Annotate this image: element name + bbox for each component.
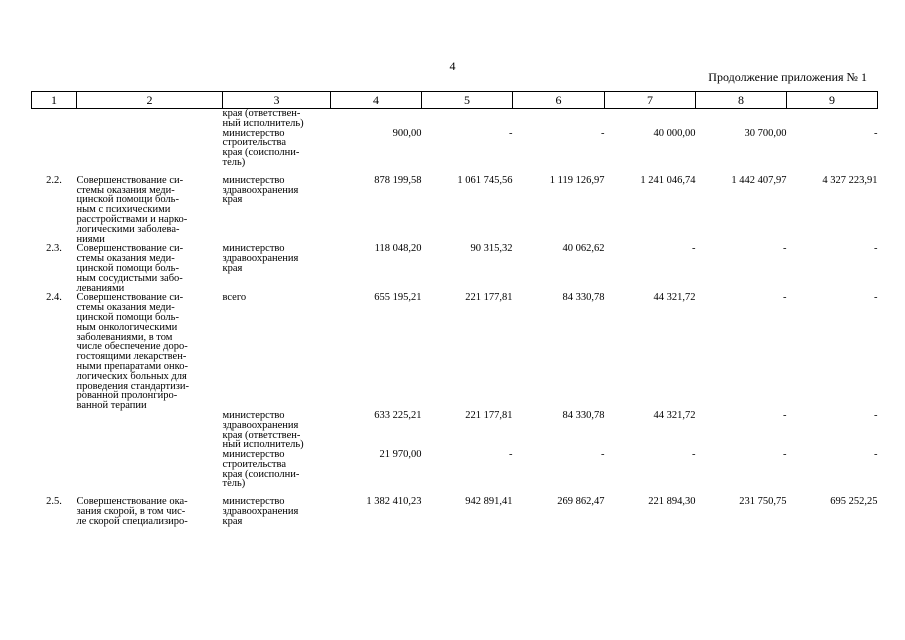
amount-col-7 — [605, 109, 696, 129]
measure-name — [77, 411, 223, 450]
amount-col-7: 1 241 046,74 — [640, 174, 696, 186]
table-row — [32, 411, 878, 450]
amount-col-6: - — [601, 127, 605, 139]
header-row — [32, 92, 878, 109]
row-number: 2.5. — [46, 496, 62, 508]
amount-col-7: - — [692, 243, 696, 255]
amount-col-9: 4 327 223,91 — [822, 174, 878, 186]
row-number — [32, 129, 77, 176]
col-header-7: 7 — [605, 92, 696, 109]
responsible-executor: министерство строительства края (соисполни- тель) — [222, 449, 300, 490]
amount-col-9: - — [874, 409, 878, 421]
col-header-9: 9 — [787, 92, 878, 109]
amount-col-4 — [331, 109, 422, 129]
col-header-2: 2 — [77, 92, 223, 109]
amount-col-9: 695 252,25 — [830, 496, 878, 508]
amount-col-5: 221 177,81 — [465, 409, 513, 421]
col-header-3: 3 — [223, 92, 331, 109]
responsible-executor: министерство здравоохранения края (ответствен- ный исполнитель) — [222, 409, 304, 451]
responsible-executor: министерство здравоохранения края — [222, 243, 299, 274]
amount-col-9: - — [874, 243, 878, 255]
amount-col-5: - — [509, 127, 513, 139]
continuation-label: Продолжение приложения № 1 — [708, 70, 867, 84]
row-number: 2.2. — [46, 174, 62, 186]
col-header-5: 5 — [422, 92, 513, 109]
col-header-1: 1 — [32, 92, 77, 109]
amount-col-9: - — [874, 127, 878, 139]
amount-col-9: - — [874, 292, 878, 304]
appendix-table — [31, 91, 878, 527]
amount-col-4: 21 970,00 — [379, 449, 422, 461]
amount-col-5 — [422, 109, 513, 129]
amount-col-7: 44 321,72 — [653, 409, 696, 421]
amount-col-6: 40 062,62 — [562, 243, 605, 255]
responsible-executor: министерство здравоохранения края — [222, 496, 299, 527]
amount-col-8: 1 442 407,97 — [731, 174, 787, 186]
responsible-executor: министерство строительства края (соисполни- тель) — [222, 127, 300, 168]
measure-name — [77, 450, 223, 497]
amount-col-6: 1 119 126,97 — [549, 174, 605, 186]
table-row — [32, 244, 878, 293]
amount-col-5: 942 891,41 — [465, 496, 513, 508]
amount-col-8: - — [783, 409, 787, 421]
amount-col-4: 655 195,21 — [374, 292, 422, 304]
responsible-executor: министерство здравоохранения края — [222, 174, 299, 206]
row-number — [32, 411, 77, 450]
row-number: 2.4. — [46, 292, 62, 304]
amount-col-7: 221 894,30 — [648, 496, 696, 508]
measure-name — [77, 129, 223, 176]
amount-col-4: 633 225,21 — [374, 409, 422, 421]
amount-col-8: - — [783, 449, 787, 461]
amount-col-6: 84 330,78 — [562, 409, 605, 421]
amount-col-5: 90 315,32 — [470, 243, 513, 255]
table-row — [32, 450, 878, 497]
table-row — [32, 129, 878, 176]
amount-col-6: - — [601, 449, 605, 461]
table-body — [32, 109, 878, 527]
measure-name: Совершенствование си- стемы оказания меди- цинской помощи боль- ным онкологическими заболеваниями, в том числе обеспечение доро- гостоящими лекарствен- ными препаратами онко- логических больных для проведения стандартизи- рованной пролонгиро- ванной терапии — [76, 292, 189, 412]
amount-col-8: - — [783, 243, 787, 255]
amount-col-6: 84 330,78 — [562, 292, 605, 304]
measure-name — [77, 109, 223, 129]
page-number: 4 — [449, 59, 456, 73]
row-number — [32, 109, 77, 129]
amount-col-4: 878 199,58 — [374, 174, 422, 186]
amount-col-8: - — [783, 292, 787, 304]
amount-col-8: 30 700,00 — [744, 127, 787, 139]
col-header-8: 8 — [696, 92, 787, 109]
responsible-executor: края (ответствен- ный исполнитель) — [222, 108, 304, 129]
table-row — [32, 293, 878, 411]
amount-col-4: 118 048,20 — [374, 243, 422, 255]
row-number — [32, 450, 77, 497]
amount-col-9 — [787, 109, 878, 129]
col-header-4: 4 — [331, 92, 422, 109]
amount-col-7: 40 000,00 — [653, 127, 696, 139]
measure-name: Совершенствование си- стемы оказания меди- цинской помощи боль- ным с психическими расстройствами и нарко- логическими заболева- ниями — [76, 174, 188, 245]
amount-col-9: - — [874, 449, 878, 461]
amount-col-6: 269 862,47 — [557, 496, 605, 508]
amount-col-7: 44 321,72 — [653, 292, 696, 304]
responsible-executor: всего — [222, 292, 247, 304]
amount-col-7: - — [692, 449, 696, 461]
amount-col-8 — [696, 109, 787, 129]
table-row — [32, 176, 878, 245]
measure-name: Совершенствование си- стемы оказания меди- цинской помощи боль- ным сосудистыми забо- леваниями — [76, 243, 184, 294]
amount-col-5: - — [509, 449, 513, 461]
table-row — [32, 497, 878, 526]
col-header-6: 6 — [513, 92, 605, 109]
amount-col-4: 900,00 — [392, 127, 422, 139]
measure-name: Совершенствование ока- зания скорой, в том чис- ле скорой специализиро- — [76, 496, 188, 527]
amount-col-6 — [513, 109, 605, 129]
row-number: 2.3. — [46, 243, 62, 255]
amount-col-5: 221 177,81 — [465, 292, 513, 304]
amount-col-5: 1 061 745,56 — [457, 174, 513, 186]
amount-col-8: 231 750,75 — [739, 496, 787, 508]
table-row — [32, 109, 878, 129]
amount-col-4: 1 382 410,23 — [366, 496, 422, 508]
